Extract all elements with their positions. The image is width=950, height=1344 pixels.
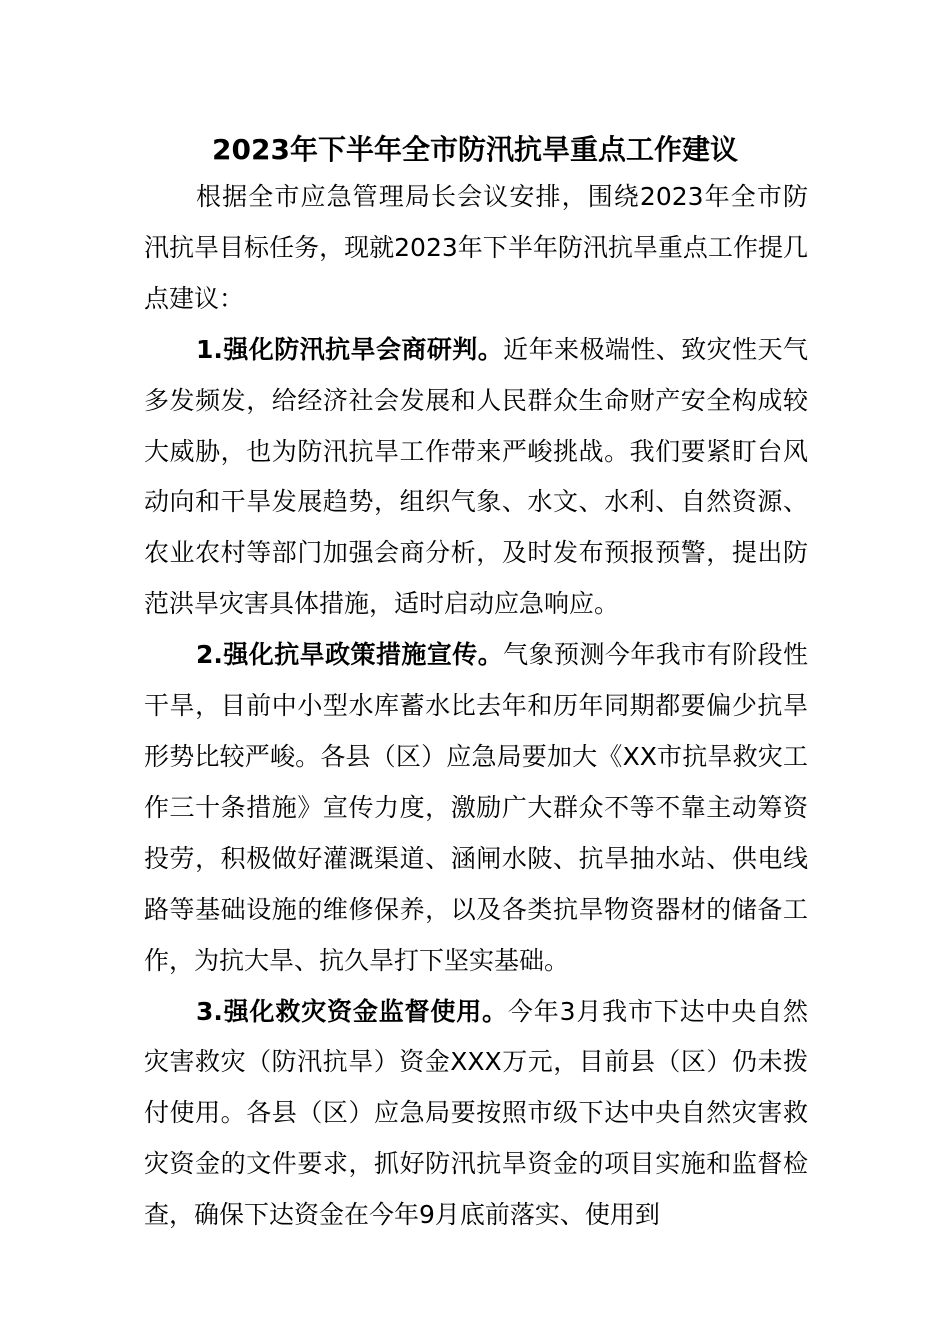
section-paragraph-3	[144, 987, 808, 1242]
intro-paragraph: 根据全市应急管理局长会议安排，围绕2023年全市防汛抗旱目标任务，现就2023年下半年防汛抗旱重点工作提几点建议：	[144, 182, 808, 313]
section-text-2: 气象预测今年我市有阶段性干旱，目前中小型水库蓄水比去年和历年同期都要偏少抗旱形势比较严峻。各县（区）应急局要加大《XX市抗旱救灾工作三十条措施》宣传力度，激励广大群众不等不靠主动筹资投劳，积极做好灌溉渠道、涵闸水陂、抗旱抽水站、供电线路等基础设施的维修保养，以及各类抗旱物资器材的储备工作，为抗大旱、抗久旱打下坚实基础。	[144, 640, 808, 975]
section-text-1: 近年来极端性、致灾性天气多发频发，给经济社会发展和人民群众生命财产安全构成较大威胁，也为防汛抗旱工作带来严峻挑战。我们要紧盯台风动向和干旱发展趋势，组织气象、水文、水利、自然资源、农业农村等部门加强会商分析，及时发布预报预警，提出防范洪旱灾害具体措施，适时启动应急响应。	[144, 334, 808, 619]
document-body	[144, 172, 808, 1241]
section-heading-2: 2.强化抗旱政策措施宣传。	[196, 640, 504, 670]
section-paragraph-2	[144, 630, 808, 986]
section-heading-3: 3.强化救灾资金监督使用。	[196, 996, 508, 1026]
section-heading-1: 1.强化防汛抗旱会商研判。	[196, 334, 504, 364]
document-title: 2023年下半年全市防汛抗旱重点工作建议	[212, 133, 738, 166]
section-paragraph-1	[144, 325, 808, 630]
section-text-3: 今年3月我市下达中央自然灾害救灾（防汛抗旱）资金XXX万元，目前县（区）仍未拨付使用。各县（区）应急局要按照市级下达中央自然灾害救灾资金的文件要求，抓好防汛抗旱资金的项目实施和监督检查，确保下达资金在今年9月底前落实、使用到	[144, 996, 808, 1230]
